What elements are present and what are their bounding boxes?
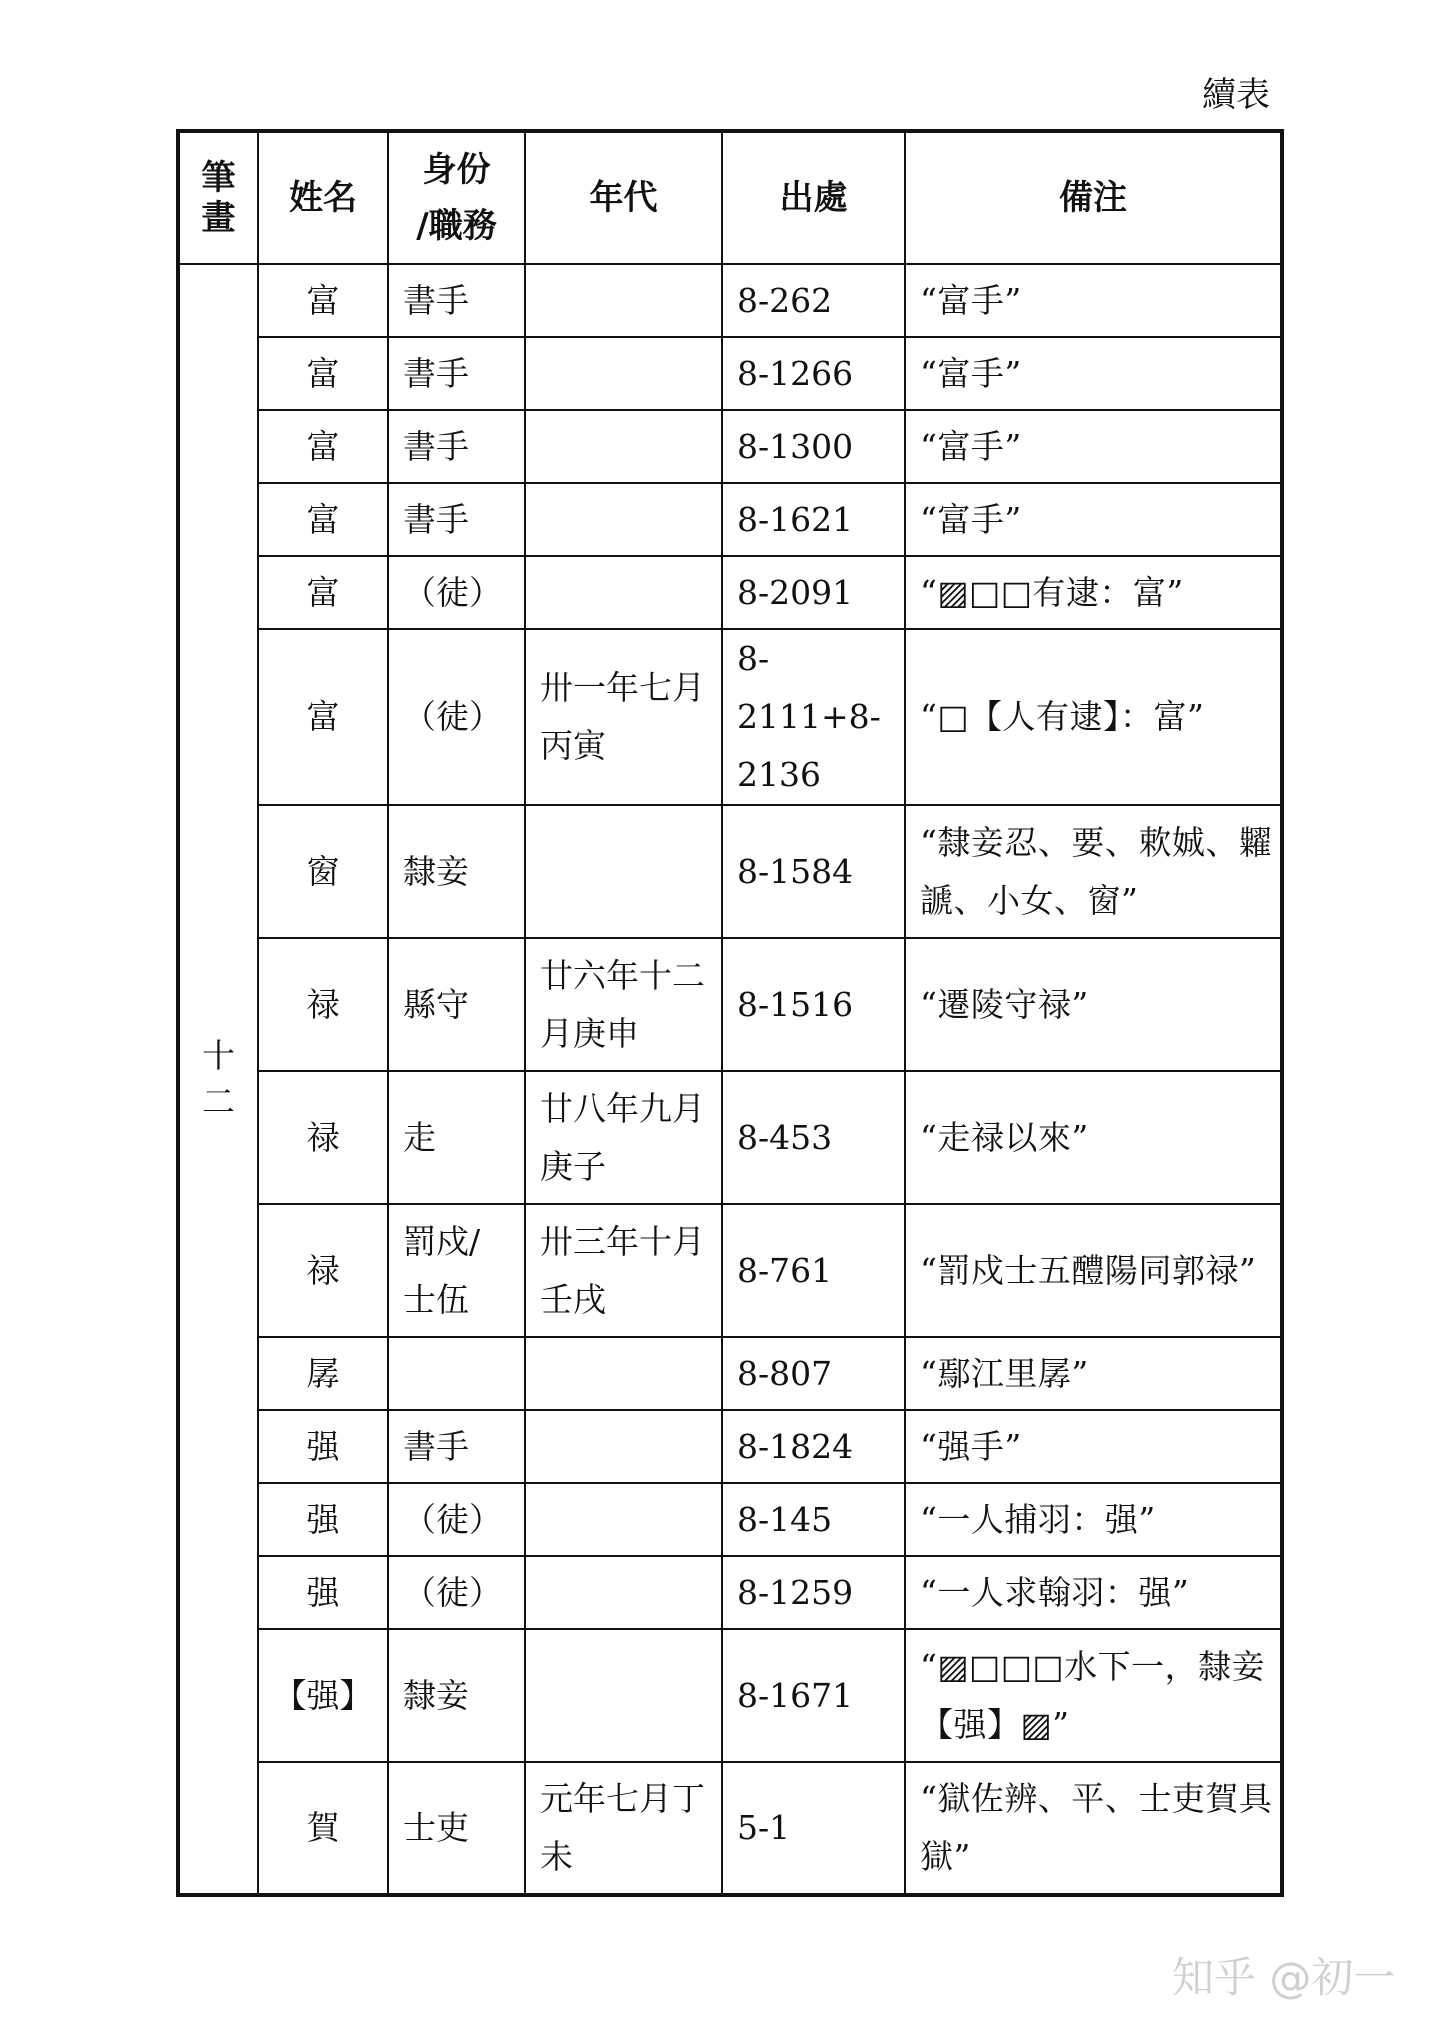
cell-date bbox=[525, 805, 722, 938]
cell-source: 8-1671 bbox=[722, 1629, 905, 1762]
cell-date: 廿八年九月 庚子 bbox=[525, 1071, 722, 1204]
cell-source: 8-1259 bbox=[722, 1556, 905, 1629]
header-name: 姓名 bbox=[258, 131, 388, 264]
cell-name: 窗 bbox=[258, 805, 388, 938]
table-row bbox=[178, 1071, 1282, 1204]
cell-role: （徒） bbox=[388, 1556, 525, 1629]
cell-name: 强 bbox=[258, 1483, 388, 1556]
table-row bbox=[178, 556, 1282, 629]
cell-note: “□【人有逮】：富” bbox=[905, 629, 1282, 805]
cell-note: “隸妾忍、要、欶娍、糶 謕、小女、窗” bbox=[905, 805, 1282, 938]
cell-date bbox=[525, 1483, 722, 1556]
cell-date: 廿六年十二 月庚申 bbox=[525, 938, 722, 1071]
cell-role: 書手 bbox=[388, 264, 525, 337]
cell-note: “鄢江里孱” bbox=[905, 1337, 1282, 1410]
cell-role: （徒） bbox=[388, 556, 525, 629]
cell-date: 卅一年七月 丙寅 bbox=[525, 629, 722, 805]
cell-role: 隸妾 bbox=[388, 1629, 525, 1762]
table-row bbox=[178, 1556, 1282, 1629]
cell-date bbox=[525, 1556, 722, 1629]
cell-source: 8-1300 bbox=[722, 410, 905, 483]
cell-note: “遷陵守禄” bbox=[905, 938, 1282, 1071]
cell-name: 富 bbox=[258, 410, 388, 483]
cell-source: 8-1621 bbox=[722, 483, 905, 556]
cell-role: （徒） bbox=[388, 629, 525, 805]
cell-note: “强手” bbox=[905, 1410, 1282, 1483]
table-row bbox=[178, 805, 1282, 938]
table-continued-caption: 續表 bbox=[1202, 75, 1270, 115]
cell-source: 5-1 bbox=[722, 1762, 905, 1895]
cell-note: “一人求翰羽：强” bbox=[905, 1556, 1282, 1629]
cell-role bbox=[388, 1337, 525, 1410]
cell-note: “一人捕羽：强” bbox=[905, 1483, 1282, 1556]
cell-note: “富手” bbox=[905, 264, 1282, 337]
header-stroke-char: 筆 bbox=[201, 158, 236, 198]
cell-note: “走禄以來” bbox=[905, 1071, 1282, 1204]
table-row bbox=[178, 337, 1282, 410]
cell-note: “富手” bbox=[905, 483, 1282, 556]
cell-role: 罰戍/ 士伍 bbox=[388, 1204, 525, 1337]
cell-role: 縣守 bbox=[388, 938, 525, 1071]
table-row bbox=[178, 629, 1282, 805]
table-row bbox=[178, 1204, 1282, 1337]
table-row bbox=[178, 1483, 1282, 1556]
cell-note: “獄佐辨、平、士吏賀具 獄” bbox=[905, 1762, 1282, 1895]
cell-note: “富手” bbox=[905, 410, 1282, 483]
cell-name: 禄 bbox=[258, 1204, 388, 1337]
personnel-table bbox=[176, 129, 1284, 1897]
table-row bbox=[178, 938, 1282, 1071]
cell-date: 卅三年十月 壬戌 bbox=[525, 1204, 722, 1337]
header-stroke-count bbox=[178, 131, 258, 264]
cell-note: “罰戍士五醴陽同郭禄” bbox=[905, 1204, 1282, 1337]
header-role: 身份 /職務 bbox=[388, 131, 525, 264]
cell-name: 賀 bbox=[258, 1762, 388, 1895]
cell-source: 8-807 bbox=[722, 1337, 905, 1410]
header-source: 出處 bbox=[722, 131, 905, 264]
stroke-count-char: 十 bbox=[202, 1036, 235, 1075]
cell-name: 富 bbox=[258, 264, 388, 337]
cell-role: 書手 bbox=[388, 410, 525, 483]
cell-date bbox=[525, 1337, 722, 1410]
cell-role: 書手 bbox=[388, 337, 525, 410]
header-note: 備注 bbox=[905, 131, 1282, 264]
cell-date bbox=[525, 337, 722, 410]
cell-date bbox=[525, 264, 722, 337]
header-date: 年代 bbox=[525, 131, 722, 264]
cell-date bbox=[525, 556, 722, 629]
cell-source: 8-1824 bbox=[722, 1410, 905, 1483]
table-row bbox=[178, 264, 1282, 337]
cell-role: 隸妾 bbox=[388, 805, 525, 938]
table-row bbox=[178, 1629, 1282, 1762]
cell-name: 禄 bbox=[258, 938, 388, 1071]
cell-date bbox=[525, 1629, 722, 1762]
stroke-count-char: 二 bbox=[202, 1082, 235, 1121]
table-row bbox=[178, 1762, 1282, 1895]
site-watermark: 知乎 @初一 bbox=[1172, 1953, 1396, 2002]
cell-name: 富 bbox=[258, 556, 388, 629]
cell-name: 【强】 bbox=[258, 1629, 388, 1762]
table-row bbox=[178, 410, 1282, 483]
cell-source: 8-1266 bbox=[722, 337, 905, 410]
cell-note: “▨□□有逮：富” bbox=[905, 556, 1282, 629]
cell-name: 富 bbox=[258, 337, 388, 410]
cell-note: “▨□□□水下一，隸妾 【强】▨” bbox=[905, 1629, 1282, 1762]
cell-source: 8-145 bbox=[722, 1483, 905, 1556]
cell-source: 8-262 bbox=[722, 264, 905, 337]
cell-date bbox=[525, 483, 722, 556]
table-row bbox=[178, 1337, 1282, 1410]
cell-note: “富手” bbox=[905, 337, 1282, 410]
cell-name: 强 bbox=[258, 1410, 388, 1483]
cell-name: 禄 bbox=[258, 1071, 388, 1204]
table-row bbox=[178, 1410, 1282, 1483]
table-header-row bbox=[178, 131, 1282, 264]
cell-source: 8-2111+8- 2136 bbox=[722, 629, 905, 805]
cell-role: 士吏 bbox=[388, 1762, 525, 1895]
cell-source: 8-2091 bbox=[722, 556, 905, 629]
cell-role: 書手 bbox=[388, 483, 525, 556]
cell-source: 8-761 bbox=[722, 1204, 905, 1337]
cell-date bbox=[525, 410, 722, 483]
cell-name: 强 bbox=[258, 1556, 388, 1629]
cell-source: 8-1516 bbox=[722, 938, 905, 1071]
stroke-count-cell bbox=[178, 264, 258, 1895]
cell-source: 8-453 bbox=[722, 1071, 905, 1204]
table-body bbox=[178, 264, 1282, 1895]
cell-role: （徒） bbox=[388, 1483, 525, 1556]
table-row bbox=[178, 483, 1282, 556]
cell-date bbox=[525, 1410, 722, 1483]
cell-role: 書手 bbox=[388, 1410, 525, 1483]
cell-name: 孱 bbox=[258, 1337, 388, 1410]
cell-role: 走 bbox=[388, 1071, 525, 1204]
cell-name: 富 bbox=[258, 629, 388, 805]
cell-source: 8-1584 bbox=[722, 805, 905, 938]
header-stroke-char: 畫 bbox=[201, 198, 236, 238]
cell-name: 富 bbox=[258, 483, 388, 556]
cell-date: 元年七月丁 未 bbox=[525, 1762, 722, 1895]
